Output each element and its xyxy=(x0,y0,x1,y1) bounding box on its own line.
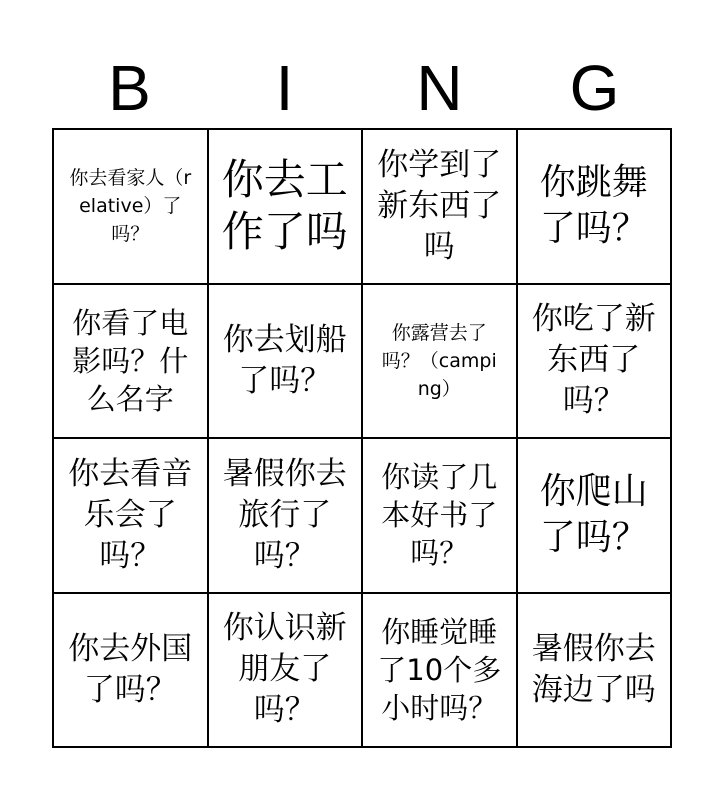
cell-text: 你去划船了吗？ xyxy=(222,321,347,399)
bingo-cell[interactable] xyxy=(363,130,518,285)
header-letter-g: G xyxy=(569,52,620,124)
cell-text: 你跳舞了吗？ xyxy=(539,162,648,250)
cell-text: 你吃了新东西了吗？ xyxy=(531,301,656,420)
bingo-cell[interactable] xyxy=(209,439,364,594)
bingo-cell[interactable] xyxy=(54,439,209,594)
bingo-grid xyxy=(52,128,672,748)
cell-text: 你去看音乐会了吗？ xyxy=(68,455,193,574)
cell-text: 你读了几本好书了吗？ xyxy=(381,460,498,571)
bingo-cell[interactable] xyxy=(518,594,673,749)
cell-text: 你去工作了吗 xyxy=(221,155,348,257)
bingo-cell[interactable] xyxy=(363,439,518,594)
cell-text: 暑假你去旅行了吗？ xyxy=(222,455,347,574)
cell-text: 你爬山了吗？ xyxy=(539,471,648,559)
bingo-cell[interactable] xyxy=(363,285,518,440)
cell-text: 你睡觉睡了10个多小时吗？ xyxy=(377,614,502,725)
bingo-cell[interactable] xyxy=(518,285,673,440)
bingo-cell[interactable] xyxy=(209,285,364,440)
cell-text: 你学到了新东西了吗 xyxy=(377,146,502,265)
cell-text: 你认识新朋友了吗？ xyxy=(222,610,347,729)
bingo-cell[interactable] xyxy=(363,594,518,749)
header-letter-i: I xyxy=(275,52,294,124)
header-letter-b: B xyxy=(108,52,151,124)
cell-text: 暑假你去海边了吗 xyxy=(531,630,656,708)
bingo-cell[interactable] xyxy=(54,594,209,749)
cell-text: 你去外国了吗？ xyxy=(68,630,193,708)
bingo-cell[interactable] xyxy=(54,285,209,440)
bingo-header xyxy=(52,48,672,128)
header-letter-n: N xyxy=(416,52,463,124)
cell-text: 你露营去了吗？（camping） xyxy=(381,321,497,400)
bingo-cell[interactable] xyxy=(209,130,364,285)
bingo-cell[interactable] xyxy=(518,130,673,285)
cell-text: 你去看家人（relative）了吗？ xyxy=(69,167,192,246)
bingo-cell[interactable] xyxy=(54,130,209,285)
cell-text: 你看了电影吗？什么名字 xyxy=(72,305,189,416)
bingo-cell[interactable] xyxy=(518,439,673,594)
bingo-cell[interactable] xyxy=(209,594,364,749)
